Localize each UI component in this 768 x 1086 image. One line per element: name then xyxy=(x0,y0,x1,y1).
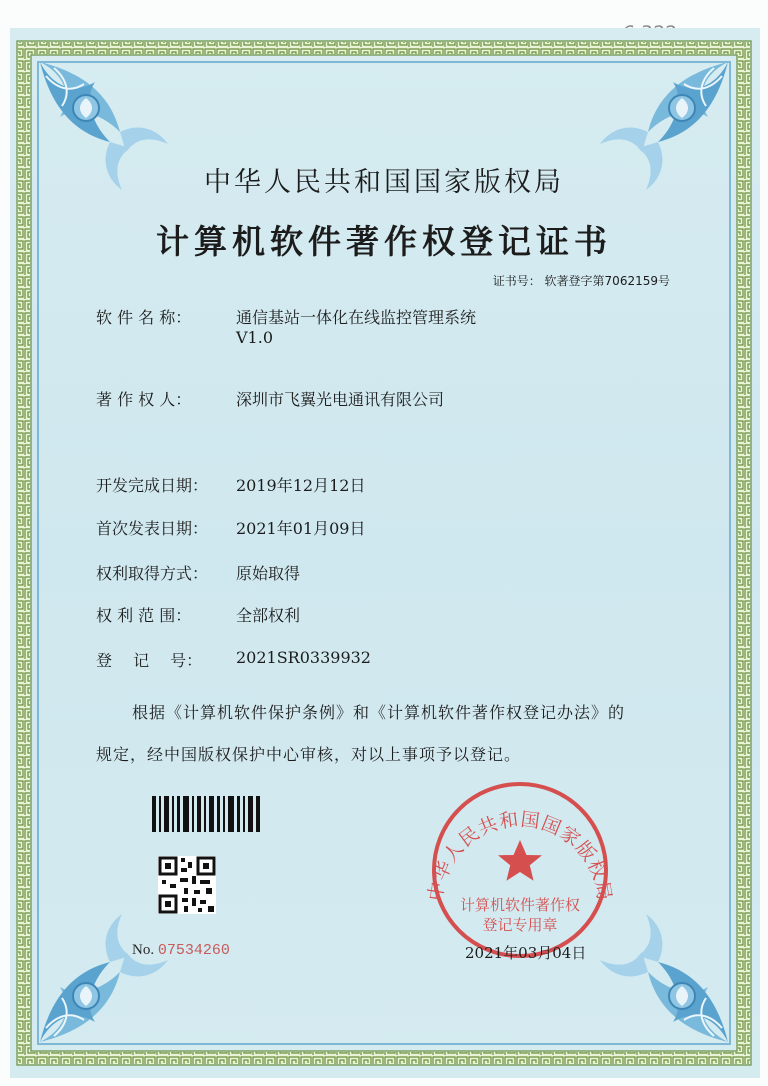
seal-star-icon xyxy=(498,840,542,881)
qr-code xyxy=(158,856,216,914)
seal-line-2: 登记专用章 xyxy=(482,916,558,934)
statement-line-1: 根据《计算机软件保护条例》和《计算机软件著作权登记办法》的 xyxy=(132,703,626,722)
corner-ornament-bottom-right xyxy=(600,914,728,1042)
label-acquisition-method: 权利取得方式： xyxy=(96,564,209,583)
certificate-title: 计算机软件著作权登记证书 xyxy=(156,222,612,261)
official-seal xyxy=(425,784,616,956)
serial-number xyxy=(132,942,230,959)
value-software-name: 通信基站一体化在线监控管理系统 xyxy=(236,308,477,327)
label-completion-date: 开发完成日期： xyxy=(96,476,209,495)
label-publication-date: 首次发表日期： xyxy=(96,519,209,538)
serial-value: 07534260 xyxy=(157,942,230,959)
value-registration-number: 2021SR0339932 xyxy=(236,648,371,667)
value-copyright-owner: 深圳市飞翼光电通讯有限公司 xyxy=(236,390,445,409)
label-copyright-owner: 著 作 权 人： xyxy=(96,390,192,409)
issuer-title: 中华人民共和国国家版权局 xyxy=(204,167,564,198)
value-acquisition-method: 原始取得 xyxy=(236,564,301,583)
corner-ornament-bottom-left xyxy=(40,914,168,1042)
label-software-name: 软 件 名 称： xyxy=(96,308,192,327)
issue-date: 2021年03月04日 xyxy=(465,944,587,962)
value-publication-date: 2021年01月09日 xyxy=(236,519,366,538)
barcode xyxy=(152,796,260,832)
value-rights-scope: 全部权利 xyxy=(236,606,301,625)
certificate-number: 证书号： 软著登字第7062159号 xyxy=(492,274,670,288)
serial-prefix: No. xyxy=(132,942,155,958)
seal-ring-text: 中华人民共和国国家版权局 xyxy=(424,808,616,903)
label-registration-number: 登 记 号： xyxy=(96,651,203,670)
label-rights-scope: 权 利 范 围： xyxy=(96,606,192,625)
seal-line-1: 计算机软件著作权 xyxy=(459,896,581,914)
value-software-version: V1.0 xyxy=(236,328,273,347)
value-completion-date: 2019年12月12日 xyxy=(236,476,366,495)
statement-line-2: 规定，经中国版权保护中心审核，对以上事项予以登记。 xyxy=(96,745,522,764)
